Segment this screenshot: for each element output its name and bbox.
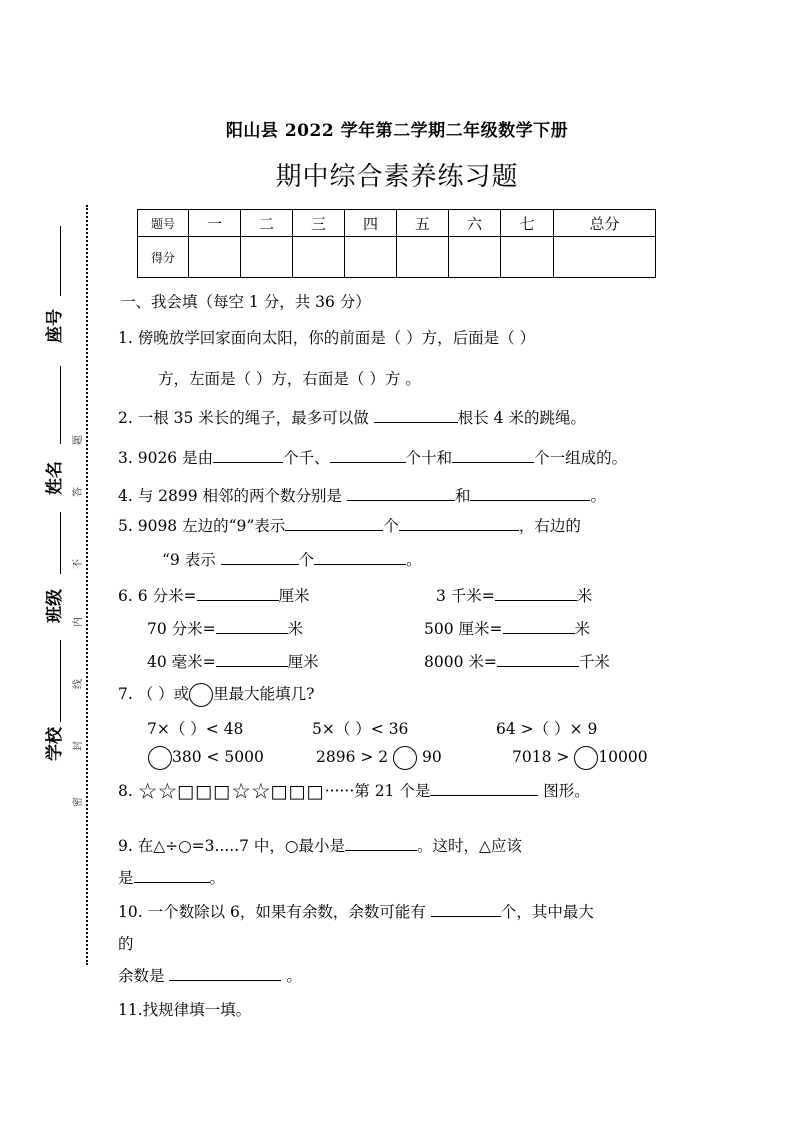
question-4 [118,484,606,506]
school-underline [60,640,61,722]
question-3-text-a: 3. 9026 是由 [118,449,214,467]
question-10-text-e: 。 [281,967,302,985]
question-7-item: 7×（ ）< 48 [147,720,244,738]
seal-char: 内 [72,617,84,627]
answer-blank[interactable] [503,619,575,634]
question-6-text: 8000 米= [424,653,497,671]
score-header-cell: 四 [345,210,397,237]
score-input-cell[interactable] [397,237,449,278]
class-underline [60,512,61,574]
question-5-text-b: 个 [383,517,399,535]
answer-blank[interactable] [497,652,579,667]
question-6-row-3b [424,650,610,672]
question-7-text-b: 里最大能填几? [213,685,315,703]
answer-blank[interactable] [213,448,283,463]
question-10-line-a [118,900,594,922]
circle-blank[interactable] [148,746,172,770]
question-7-text-a: 7. （ ）或 [118,685,190,703]
star-shapes: ☆☆ [231,779,271,805]
score-input-cell[interactable] [501,237,554,278]
score-input-cell[interactable] [345,237,397,278]
question-5-line-b [162,548,422,570]
answer-blank[interactable] [169,966,281,981]
score-header-cell: 七 [501,210,554,237]
question-10-text-d: 余数是 [118,967,165,985]
score-header-cell: 题号 [138,210,189,237]
question-7-text: 380 < 5000 [172,748,264,766]
question-6-row-2 [147,617,303,639]
score-header-cell: 三 [293,210,345,237]
score-input-cell[interactable] [554,237,656,278]
question-6-text: 500 厘米= [424,620,503,638]
question-8-text-c: 图形。 [543,782,590,800]
name-label: 姓名 [44,461,65,495]
question-6-unit: 厘米 [287,653,319,671]
class-label: 班级 [44,589,65,623]
answer-blank[interactable] [197,586,279,601]
question-10-text-b: 个，其中最大 [500,903,594,921]
seal-char: 封 [72,741,84,751]
score-table-score-row [138,237,656,278]
question-8 [118,779,590,805]
question-8-text-b: ······第 21 个是 [324,782,431,800]
seal-char: 答 [72,487,84,497]
score-header-cell: 五 [397,210,449,237]
answer-blank[interactable] [399,516,519,531]
question-9-line-b [118,866,225,888]
question-5-text-e: 个 [298,551,315,569]
question-4-text-b: 和 [454,487,471,505]
score-table [137,209,656,278]
score-input-cell[interactable] [189,237,241,278]
question-6-row-2b [424,617,590,639]
question-4-text-c: 。 [590,487,606,505]
question-9-text-c: 是 [118,869,134,887]
square-shapes: □□□ [270,781,325,803]
exam-title-line2: 期中综合素养练习题 [275,162,519,192]
question-7-item: 64 >（ ）× 9 [496,720,598,738]
question-7-item: 5×（ ）< 36 [312,720,409,738]
answer-blank[interactable] [347,486,455,501]
question-5-line-a [118,514,581,536]
school-label: 学校 [44,727,65,761]
score-row-label: 得分 [138,237,189,278]
seal-char: 不 [72,559,84,569]
question-6-unit: 米 [287,620,304,638]
question-7-text: 7018 > [512,748,570,766]
question-3-text-b: 个千、 [283,449,330,467]
section-heading: 一、我会填（每空 1 分，共 36 分） [120,293,371,311]
score-input-cell[interactable] [241,237,293,278]
question-8-number: 8. [118,782,133,800]
score-header-cell: 总分 [554,210,656,237]
question-7-text: 2896 > 2 [316,748,389,766]
question-7-item [316,746,442,770]
seat-label: 座号 [44,309,65,343]
answer-blank[interactable] [216,619,288,634]
exam-title-line1: 阳山县 2022 学年第二学期二年级数学下册 [225,121,569,141]
answer-blank[interactable] [216,652,288,667]
question-6-unit: 厘米 [278,587,310,605]
question-1-line-b: 方，左面是（ ）方，右面是（ ）方 。 [158,370,421,388]
question-6-text: 6. 6 分米= [118,587,197,605]
question-9-text-b: 。这时，△应该 [416,837,522,855]
question-2-text-b: 根长 4 米的跳绳。 [457,409,586,427]
question-3-text-d: 个一组成的。 [534,449,628,467]
score-table-header-row [138,210,656,237]
answer-blank[interactable] [470,486,590,501]
circle-blank[interactable] [189,683,213,707]
name-underline [60,366,61,444]
question-7-text: 90 [422,748,442,766]
binding-dotted-line [86,205,88,965]
question-3 [118,446,627,468]
question-6-row-1b [436,584,592,606]
question-5-text-d: “9 表示 [162,551,216,569]
answer-blank[interactable] [374,408,458,423]
question-2-text-a: 2. 一根 35 米长的绳子，最多可以做 [118,409,369,427]
question-7-item [512,746,648,770]
answer-blank[interactable] [430,781,538,796]
question-6-unit: 千米 [578,653,610,671]
question-6-text: 70 分米= [147,620,216,638]
question-9-text-a: 9. 在△÷○=3.....7 中，○最小是 [118,837,345,855]
circle-blank[interactable] [393,746,417,770]
question-5-text-c: ，右边的 [518,517,581,535]
answer-blank[interactable] [285,516,383,531]
question-9-line-a [118,834,522,856]
answer-blank[interactable] [431,902,501,917]
question-1-line-a: 1. 傍晚放学回家面向太阳，你的前面是（ ）方，后面是（ ） [118,329,536,347]
score-header-cell: 六 [449,210,501,237]
answer-blank[interactable] [345,836,417,851]
question-7-text: 10000 [598,748,648,766]
question-11: 11.找规律填一填。 [118,1001,252,1019]
question-6-unit: 米 [574,620,591,638]
seal-char: 题 [72,435,84,445]
answer-blank[interactable] [452,448,534,463]
score-header-cell: 二 [241,210,293,237]
question-6-row-1 [118,584,310,606]
question-10-text-a: 10. 一个数除以 6，如果有余数，余数可能有 [118,903,426,921]
answer-blank[interactable] [495,586,577,601]
score-header-cell: 一 [189,210,241,237]
circle-blank[interactable] [574,746,598,770]
question-9-text-d: 。 [209,869,226,887]
seal-char: 线 [72,679,84,689]
question-5-text-f: 。 [406,551,422,569]
answer-blank[interactable] [134,868,210,883]
answer-blank[interactable] [221,550,299,565]
question-6-text: 40 毫米= [147,653,216,671]
question-7-prompt [118,682,314,707]
star-shapes: ☆☆ [137,779,178,805]
question-6-text: 3 千米= [436,587,495,605]
question-7-item [148,746,264,770]
seal-char: 密 [72,797,84,807]
question-10-line-b: 的 [118,935,134,953]
question-5-text-a: 5. 9098 左边的“9”表示 [118,517,286,535]
question-3-text-c: 个十和 [405,449,453,467]
question-6-row-3 [147,650,319,672]
question-10-line-c [118,964,302,986]
question-4-text-a: 4. 与 2899 相邻的两个数分别是 [118,487,343,505]
score-input-cell[interactable] [449,237,501,278]
square-shapes: □□□ [177,781,232,803]
seat-underline [60,226,61,296]
answer-blank[interactable] [314,550,406,565]
answer-blank[interactable] [330,448,406,463]
question-2 [118,406,586,428]
question-6-unit: 米 [576,587,593,605]
score-input-cell[interactable] [293,237,345,278]
